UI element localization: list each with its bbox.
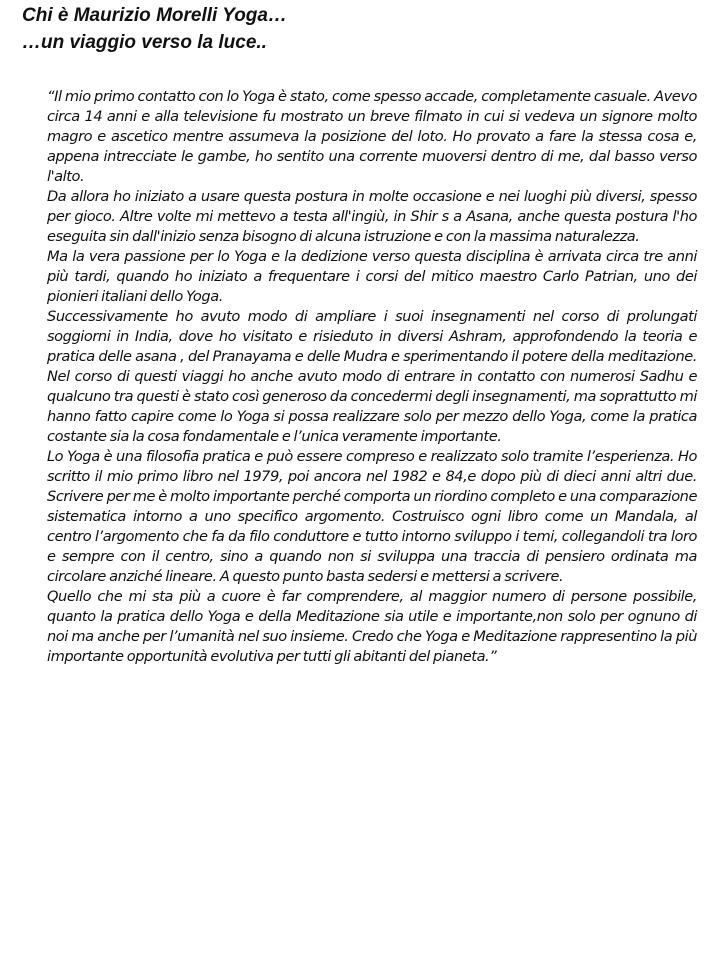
paragraph-india-ashram: Successivamente ho avuto modo di ampliare i suoi insegnamenti nel corso di prolungati soggiorni in India, dove ho visitato e risieduto in diversi Ashram, approfondendo la teoria e pratica delle asana , del Pranayama e delle Mudra e sperimentando il potere della meditazione. Nel corso di questi viaggi ho anche avuto modo di entrare in contatto con numerosi Sadhu e qualcuno tra questi è stato così generoso da concedermi degli insegnamenti, ma soprattutto mi hanno fatto capire come lo Yoga si possa realizzare solo per mezzo dello Yoga, come la pratica costante sia la cosa fondamentale e l’unica veramente importante. (47, 308, 697, 445)
page-header (22, 2, 702, 56)
page-title: Chi è Maurizio Morelli Yoga… (22, 5, 287, 26)
quote-body (47, 87, 697, 667)
paragraph-teacher: Ma la vera passione per lo Yoga e la dedizione verso questa disciplina è arrivata circa tre anni più tardi, quando ho iniziato a frequentare i corsi del mitico maestro Carlo Patrian, uno dei pionieri italiani dello Yoga. (47, 248, 697, 305)
paragraph-first-contact: “Il mio primo contatto con lo Yoga è stato, come spesso accade, completamente casuale. Avevo circa 14 anni e alla televisione fu mostrato un breve filmato in cui si vedeva un signore molto magro e ascetico mentre assumeva la posizione del loto. Ho provato a fare la stessa cosa e, appena intrecciate le gambe, ho sentito una corrente muoversi dentro di me, dal basso verso l'alto. (47, 88, 697, 185)
paragraph-posture-practice: Da allora ho iniziato a usare questa postura in molte occasione e nei luoghi più diversi, spesso per gioco. Altre volte mi mettevo a testa all'ingiù, in Shir s a Asana, anche questa postura l'ho eseguita sin dall'inizio senza bisogno di alcuna istruzione e con la massima naturalezza. (47, 188, 697, 245)
paragraph-closing: Quello che mi sta più a cuore è far comprendere, al maggior numero di persone possibile, quanto la pratica dello Yoga e della Meditazione sia utile e importante,non solo per ognuno di noi ma anche per l’umanità nel suo insieme. Credo che Yoga e Meditazione rappresentino la più importante opportunità evolutiva per tutti gli abitanti del pianeta.” (47, 588, 697, 665)
paragraph-books: Lo Yoga è una filosofia pratica e può essere compreso e realizzato solo tramite l’esperienza. Ho scritto il mio primo libro nel 1979, poi ancora nel 1982 e 84,e dopo più di dieci anni altri due. Scrivere per me è molto importante perché comporta un riordino completo e una comparazione sistematica intorno a uno specifico argomento. Costruisco ogni libro come un Mandala, al centro l’argomento che fa da filo conduttore e tutto intorno sviluppo i temi, collegandoli tra loro e sempre con il centro, sino a quando non si sviluppa una traccia di pensiero ordinata ma circolare anziché lineare. A questo punto basta sedersi e mettersi a scrivere. (47, 448, 697, 585)
page-subtitle: …un viaggio verso la luce.. (22, 32, 267, 53)
